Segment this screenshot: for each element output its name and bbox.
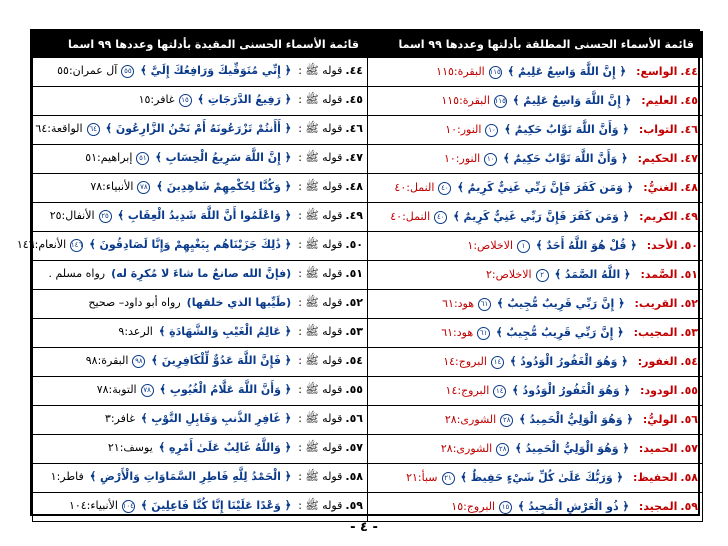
surah-reference: رواه مسلم . bbox=[48, 267, 106, 280]
table-row bbox=[33, 145, 703, 174]
absolute-name-cell bbox=[368, 87, 703, 116]
table-row bbox=[33, 203, 703, 232]
surah-reference: النمل:٤٠ bbox=[394, 181, 435, 195]
citation-prefix: قوله ﷺ : bbox=[298, 499, 343, 512]
quran-verse: ﴿ وَعْدًا عَلَيْنَا إِنَّا كُنَّا فَاعِلِينَ ﴾ bbox=[140, 499, 292, 512]
quran-verse: (طَيِّبها الذي خلقها) bbox=[186, 296, 292, 309]
quran-verse: ﴿ ذُو الْعَرْشِ الْمَجِيدُ ﴾ bbox=[518, 500, 629, 514]
verse-number-ornament: ١١٥ bbox=[494, 95, 507, 108]
row-number: ٥٤. bbox=[345, 354, 363, 367]
quran-verse: ﴿ فَإِنَّ اللَّهَ عَدُوٌّ لِّلْكَافِرِينَ ﴾ bbox=[151, 354, 292, 367]
surah-reference: البقرة:٩٨ bbox=[85, 354, 129, 367]
surah-reference: البقرة:١١٥ bbox=[441, 94, 490, 108]
verse-number-ornament: ١٥ bbox=[499, 501, 512, 514]
quran-verse: ﴿ إِنَّ رَبِّي قَرِيبٌ مُّجِيبٌ ﴾ bbox=[496, 326, 624, 340]
verse-number-ornament: ٢١ bbox=[442, 472, 455, 485]
absolute-name-cell bbox=[368, 232, 703, 261]
absolute-name-cell bbox=[368, 145, 703, 174]
divine-name: الحفيظ: bbox=[632, 471, 678, 485]
row-number: ٥٦. bbox=[680, 413, 698, 427]
header-absolute-names: قائمة الأسماء الحسنى المطلقة بأدلتها وعددها ٩٩ اسما bbox=[368, 32, 703, 58]
surah-reference: البروج:١٤ bbox=[445, 384, 490, 398]
table-row bbox=[33, 435, 703, 464]
divine-name: المجيب: bbox=[633, 326, 678, 340]
row-number: ٥٩. bbox=[345, 499, 363, 512]
verse-number-ornament: ٤٠ bbox=[438, 182, 451, 195]
verse-number-ornament: ٦٤ bbox=[87, 123, 100, 136]
citation-prefix: قوله ﷺ : bbox=[298, 296, 343, 309]
table-row bbox=[33, 58, 703, 87]
surah-reference: البقرة:١١٥ bbox=[436, 65, 485, 79]
quran-verse: ﴿ إِنَّ اللَّهَ سَرِيعُ الْحِسَابِ ﴾ bbox=[155, 151, 292, 164]
restricted-name-cell bbox=[33, 261, 368, 290]
table-row bbox=[33, 348, 703, 377]
surah-reference: الأنبياء:٧٨ bbox=[90, 180, 134, 193]
table-row bbox=[33, 319, 703, 348]
row-number: ٤٦. bbox=[345, 122, 363, 135]
quran-verse: ﴿ وَهُوَ الْغَفُورُ الْوَدُودُ ﴾ bbox=[512, 384, 631, 398]
quran-verse: ﴿ وَرَبُّكَ عَلَىٰ كُلِّ شَيْءٍ حَفِيظٌ ﴾ bbox=[460, 471, 623, 485]
restricted-name-cell bbox=[33, 319, 368, 348]
citation-prefix: قوله ﷺ : bbox=[298, 122, 343, 135]
verse-number-ornament: ١١٥ bbox=[489, 66, 502, 79]
divine-name: العليم: bbox=[641, 94, 678, 108]
restricted-name-cell bbox=[33, 290, 368, 319]
quran-verse: ﴿ الْحَمْدُ لِلَّهِ فَاطِرِ السَّمَاوَاتِ وَالْأَرْضِ ﴾ bbox=[89, 470, 292, 483]
absolute-name-cell bbox=[368, 377, 703, 406]
restricted-name-cell bbox=[33, 406, 368, 435]
absolute-name-cell bbox=[368, 493, 703, 522]
citation-prefix: قوله ﷺ : bbox=[298, 354, 343, 367]
table-row bbox=[33, 290, 703, 319]
citation-prefix: قوله ﷺ : bbox=[298, 441, 343, 454]
row-number: ٤٩. bbox=[345, 209, 363, 222]
citation-prefix: قوله ﷺ : bbox=[298, 412, 343, 425]
quran-verse: ﴿ وَهُوَ الْوَلِيُّ الْحَمِيدُ ﴾ bbox=[515, 442, 629, 456]
quran-verse: ﴿ وَمَن كَفَرَ فَإِنَّ رَبِّي غَنِيٌّ كَرِيمٌ ﴾ bbox=[457, 181, 634, 195]
table-row bbox=[33, 464, 703, 493]
surah-reference: الرعد:٩ bbox=[118, 325, 153, 338]
citation-prefix: قوله ﷺ : bbox=[298, 238, 343, 251]
table-row bbox=[33, 116, 703, 145]
verse-number-ornament: ٢٥ bbox=[99, 210, 112, 223]
table-row bbox=[33, 493, 703, 522]
surah-reference: البروج:١٥ bbox=[451, 500, 496, 514]
citation-prefix: قوله ﷺ : bbox=[298, 64, 343, 77]
divine-name: الودود: bbox=[640, 384, 678, 398]
quran-verse: ﴿ وَأَنَّ اللَّهَ تَوَّابٌ حَكِيمٌ ﴾ bbox=[504, 123, 629, 137]
row-number: ٤٧. bbox=[345, 151, 363, 164]
verse-number-ornament: ٧٨ bbox=[141, 384, 154, 397]
row-number: ٥٧. bbox=[345, 441, 363, 454]
restricted-name-cell bbox=[33, 87, 368, 116]
table-row bbox=[33, 406, 703, 435]
citation-prefix: قوله ﷺ : bbox=[298, 470, 343, 483]
surah-reference: التوبة:٧٨ bbox=[96, 383, 137, 396]
verse-number-ornament: ٥١ bbox=[136, 152, 149, 165]
row-number: ٤٤. bbox=[680, 65, 698, 79]
surah-reference: الأنبياء:١٠٤ bbox=[68, 499, 118, 512]
restricted-name-cell bbox=[33, 58, 368, 87]
restricted-name-cell bbox=[33, 116, 368, 145]
verse-number-ornament: ١٠٤ bbox=[122, 500, 135, 513]
table-row bbox=[33, 174, 703, 203]
verse-number-ornament: ٤٠ bbox=[434, 211, 447, 224]
absolute-name-cell bbox=[368, 58, 703, 87]
verse-number-ornament: ١٤ bbox=[493, 385, 506, 398]
restricted-name-cell bbox=[33, 145, 368, 174]
absolute-name-cell bbox=[368, 290, 703, 319]
quran-verse: ﴿ وَمَن كَفَرَ فَإِنَّ رَبِّي غَنِيٌّ كَرِيمٌ ﴾ bbox=[453, 210, 630, 224]
table-row bbox=[33, 87, 703, 116]
absolute-name-cell bbox=[368, 174, 703, 203]
surah-reference: النمل:٤٠ bbox=[390, 210, 431, 224]
row-number: ٥٠. bbox=[680, 239, 698, 253]
quran-verse: ﴿ قُلْ هُوَ اللَّهُ أَحَدٌ ﴾ bbox=[536, 239, 637, 253]
surah-reference: النور:١٠ bbox=[443, 152, 481, 166]
surah-reference: هود:٦١ bbox=[441, 326, 474, 340]
verse-number-ornament: ١٤٦ bbox=[70, 239, 83, 252]
citation-prefix: قوله ﷺ : bbox=[298, 209, 343, 222]
surah-reference: رواه أبو داود– صحيح bbox=[88, 296, 181, 309]
quran-verse: ﴿ إِنَّ رَبِّي قَرِيبٌ مُّجِيبٌ ﴾ bbox=[497, 297, 625, 311]
row-number: ٤٤. bbox=[345, 64, 363, 77]
row-number: ٥٥. bbox=[680, 384, 698, 398]
quran-verse: ﴿ وَأَنَّ اللَّهَ عَلَّامُ الْغُيُوبِ ﴾ bbox=[159, 383, 292, 396]
names-table bbox=[16, 31, 703, 522]
quran-verse: ﴿ ذَٰلِكَ جَزَيْنَاهُم بِبَغْيِهِمْ وَإِنَّا لَصَادِقُونَ ﴾ bbox=[89, 238, 292, 251]
quran-verse: ﴿ وَاعْلَمُوا أَنَّ اللَّهَ شَدِيدُ الْعِقَابِ ﴾ bbox=[117, 209, 292, 222]
citation-prefix: قوله ﷺ : bbox=[298, 383, 343, 396]
surah-reference: آل عمران:٥٥ bbox=[57, 64, 118, 77]
citation-prefix: قوله ﷺ : bbox=[298, 267, 343, 280]
verse-number-ornament: ٥٥ bbox=[121, 65, 134, 78]
row-number: ٤٧. bbox=[680, 152, 698, 166]
divine-name: القريب: bbox=[634, 297, 678, 311]
divine-name: الصَّمد: bbox=[640, 268, 678, 282]
row-number: ٥٤. bbox=[680, 355, 698, 369]
divine-name: الغفور: bbox=[637, 355, 678, 369]
surah-reference: البروج:١٤ bbox=[443, 355, 487, 369]
quran-verse: ﴿ رَفِيعُ الدَّرَجَاتِ ﴾ bbox=[197, 93, 292, 106]
restricted-name-cell bbox=[33, 464, 368, 493]
table-row bbox=[33, 232, 703, 261]
surah-reference: غافر:١٥ bbox=[138, 93, 175, 106]
row-number: ٥١. bbox=[680, 268, 698, 282]
table-body bbox=[16, 58, 703, 522]
quran-verse: ﴿ إِنَّ اللَّهَ وَاسِعٌ عَلِيمٌ ﴾ bbox=[512, 94, 632, 108]
verse-number-ornament: ٢٨ bbox=[496, 443, 509, 456]
row-number: ٥٦. bbox=[345, 412, 363, 425]
divine-name: الحكيم: bbox=[637, 152, 678, 166]
absolute-name-cell bbox=[368, 319, 703, 348]
surah-reference: إبراهيم:٥١ bbox=[85, 151, 133, 164]
surah-reference: يوسف:٢١ bbox=[107, 441, 153, 454]
citation-prefix: قوله ﷺ : bbox=[298, 93, 343, 106]
verse-number-ornament: ١ bbox=[517, 240, 530, 253]
surah-reference: الشورى:٢٨ bbox=[444, 413, 497, 427]
row-number: ٥٢. bbox=[680, 297, 698, 311]
row-number: ٥١. bbox=[345, 267, 363, 280]
absolute-name-cell bbox=[368, 406, 703, 435]
restricted-name-cell bbox=[33, 377, 368, 406]
quran-verse: (فإنَّ الله صانعٌ ما شاءَ لا مُكرِهَ له) bbox=[111, 267, 292, 280]
verse-number-ornament: ٧٨ bbox=[137, 181, 150, 194]
absolute-name-cell bbox=[368, 348, 703, 377]
surah-reference: هود:٦١ bbox=[442, 297, 475, 311]
quran-verse: ﴿ غَافِرِ الذَّنبِ وَقَابِلِ التَّوْبِ ﴾ bbox=[140, 412, 292, 425]
row-number: ٤٥. bbox=[680, 94, 698, 108]
surah-reference: الشورى:٢٨ bbox=[440, 442, 493, 456]
row-number: ٥٩. bbox=[680, 500, 698, 514]
restricted-name-cell bbox=[16, 232, 368, 261]
surah-reference: فاطر:١ bbox=[50, 470, 84, 483]
table-header-row bbox=[33, 32, 703, 58]
divine-name: الحميد: bbox=[638, 442, 678, 456]
row-number: ٥٢. bbox=[345, 296, 363, 309]
restricted-name-cell bbox=[33, 174, 368, 203]
verse-number-ornament: ١٥ bbox=[179, 94, 192, 107]
row-number: ٥٣. bbox=[345, 325, 363, 338]
restricted-name-cell bbox=[33, 435, 368, 464]
row-number: ٤٨. bbox=[345, 180, 363, 193]
surah-reference: الواقعة:٦٤ bbox=[35, 122, 83, 135]
verse-number-ornament: ٢٨ bbox=[500, 414, 513, 427]
surah-reference: الاخلاص:٢ bbox=[485, 268, 532, 282]
row-number: ٤٦. bbox=[680, 123, 698, 137]
divine-name: الأحد: bbox=[646, 239, 678, 253]
quran-verse: ﴿ أَأَنتُمْ تَزْرَعُونَهُ أَمْ نَحْنُ الزَّارِعُونَ ﴾ bbox=[105, 122, 292, 135]
row-number: ٥٨. bbox=[345, 470, 363, 483]
row-number: ٥٥. bbox=[345, 383, 363, 396]
citation-prefix: قوله ﷺ : bbox=[298, 180, 343, 193]
surah-reference: الاخلاص:١ bbox=[467, 239, 514, 253]
divine-name: التواب: bbox=[638, 123, 678, 137]
restricted-name-cell bbox=[33, 203, 368, 232]
quran-verse: ﴿ وَهُوَ الْوَلِيُّ الْحَمِيدُ ﴾ bbox=[519, 413, 633, 427]
table-row bbox=[33, 377, 703, 406]
divine-name: الواسع: bbox=[636, 65, 678, 79]
verse-number-ornament: ٩٨ bbox=[132, 355, 145, 368]
row-number: ٤٥. bbox=[345, 93, 363, 106]
absolute-name-cell bbox=[368, 203, 703, 232]
names-table-frame bbox=[16, 29, 700, 516]
verse-number-ornament: ٢ bbox=[536, 269, 549, 282]
quran-verse: ﴿ عَالِمُ الْغَيْبِ وَالشَّهَادَةِ ﴾ bbox=[158, 325, 292, 338]
surah-reference: الأنعام:١٤٦ bbox=[16, 238, 67, 251]
header-restricted-names: قائمة الأسماء الحسنى المقيدة بأدلتها وعددها ٩٩ اسما bbox=[33, 32, 368, 58]
quran-verse: ﴿ إِنِّي مُتَوَفِّيكَ وَرَافِعُكَ إِلَيَّ ﴾ bbox=[140, 64, 292, 77]
citation-prefix: قوله ﷺ : bbox=[298, 325, 343, 338]
quran-verse: ﴿ وَهُوَ الْغَفُورُ الْوَدُودُ ﴾ bbox=[509, 355, 628, 369]
quran-verse: ﴿ إِنَّ اللَّهَ وَاسِعٌ عَلِيمٌ ﴾ bbox=[507, 65, 627, 79]
verse-number-ornament: ١٤ bbox=[491, 356, 504, 369]
surah-reference: النور:١٠ bbox=[445, 123, 482, 137]
absolute-name-cell bbox=[368, 261, 703, 290]
restricted-name-cell bbox=[33, 348, 368, 377]
quran-verse: ﴿ وَأَنَّ اللَّهَ تَوَّابٌ حَكِيمٌ ﴾ bbox=[503, 152, 628, 166]
surah-reference: الأنفال:٢٥ bbox=[49, 209, 95, 222]
row-number: ٥٠. bbox=[345, 238, 363, 251]
absolute-name-cell bbox=[368, 464, 703, 493]
quran-verse: ﴿ وَكُنَّا لِحُكْمِهِمْ شَاهِدِينَ ﴾ bbox=[156, 180, 292, 193]
surah-reference: غافر:٣ bbox=[104, 412, 135, 425]
quran-verse: ﴿ وَاللَّهُ غَالِبٌ عَلَىٰ أَمْرِهِ ﴾ bbox=[158, 441, 292, 454]
restricted-name-cell bbox=[33, 493, 368, 522]
row-number: ٥٨. bbox=[680, 471, 698, 485]
row-number: ٥٧. bbox=[680, 442, 698, 456]
divine-name: الغنيُّ: bbox=[643, 181, 678, 195]
row-number: ٥٣. bbox=[680, 326, 698, 340]
divine-name: الكريم: bbox=[639, 210, 678, 224]
absolute-name-cell bbox=[368, 116, 703, 145]
divine-name: الوليُّ: bbox=[642, 413, 678, 427]
verse-number-ornament: ١٠ bbox=[485, 124, 498, 137]
row-number: ٤٨. bbox=[680, 181, 698, 195]
citation-prefix: قوله ﷺ : bbox=[298, 151, 343, 164]
row-number: ٤٩. bbox=[680, 210, 698, 224]
divine-name: المجيد: bbox=[638, 500, 678, 514]
surah-reference: سبأ:٢١ bbox=[406, 471, 438, 485]
verse-number-ornament: ٦١ bbox=[478, 298, 491, 311]
verse-number-ornament: ١٠ bbox=[484, 153, 497, 166]
verse-number-ornament: ٦١ bbox=[477, 327, 490, 340]
page-number: - ٤ - bbox=[350, 520, 378, 535]
quran-verse: ﴿ اللَّهُ الصَّمَدُ ﴾ bbox=[554, 268, 631, 282]
table-row bbox=[33, 261, 703, 290]
absolute-name-cell bbox=[368, 435, 703, 464]
